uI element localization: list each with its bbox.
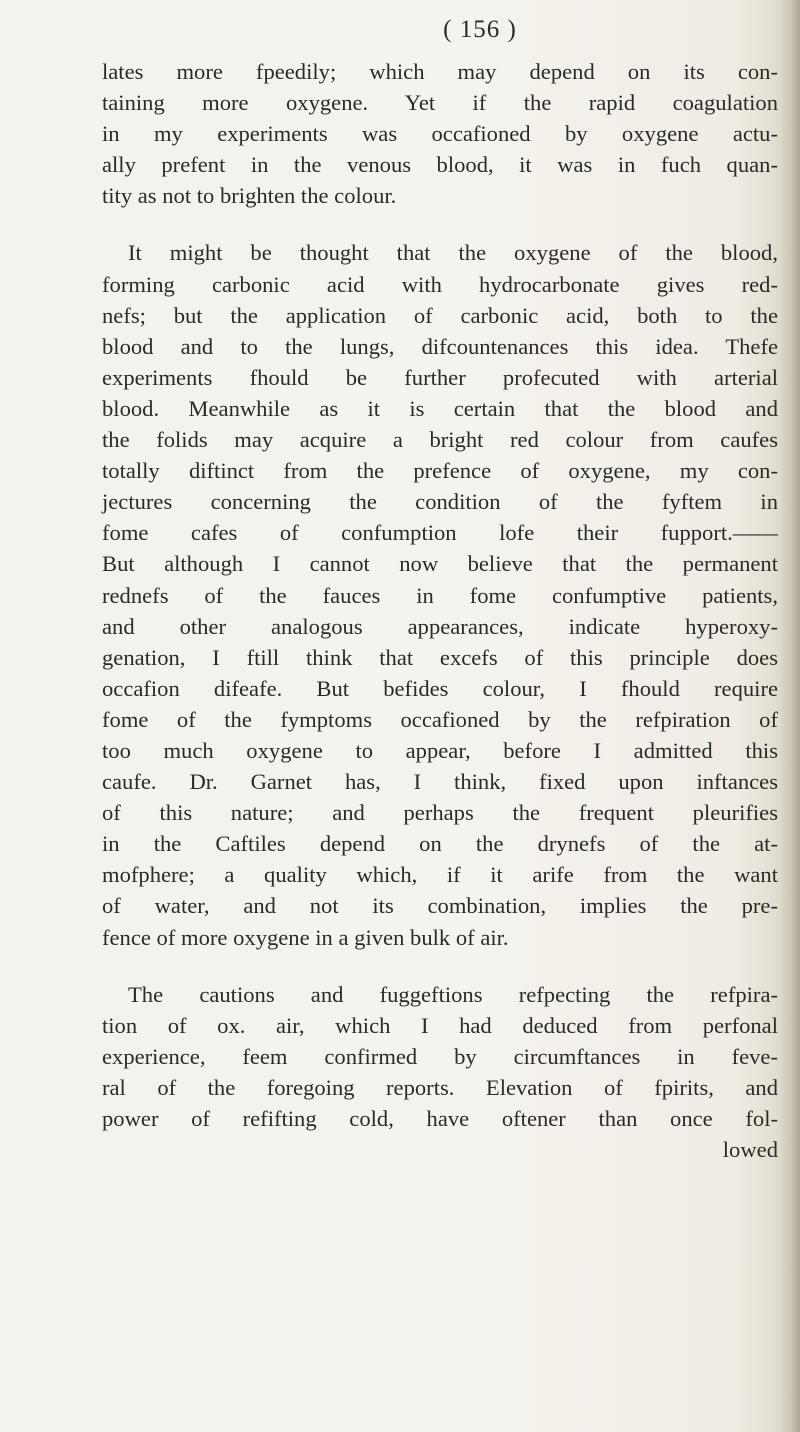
text-line: fome cafes of confumption lofe their fupport.——	[102, 520, 778, 546]
text-line: caufe. Dr. Garnet has, I think, fixed upon inftances	[102, 769, 778, 795]
text-line: fence of more oxygene in a given bulk of air.	[102, 924, 509, 950]
text-line: of this nature; and perhaps the frequent pleurifies	[102, 800, 778, 826]
text-line: genation, I ftill think that excefs of this principle does	[102, 644, 778, 670]
text-line: jectures concerning the condition of the fyftem in	[102, 489, 778, 515]
text-line: fome of the fymptoms occafioned by the refpiration of	[102, 706, 778, 732]
text-line: nefs; but the application of carbonic acid, both to the	[102, 302, 778, 328]
text-line: ral of the foregoing reports. Elevation of fpirits, and	[102, 1074, 778, 1100]
body-text	[102, 56, 778, 1191]
text-line: totally diftinct from the prefence of oxygene, my con-	[102, 458, 778, 484]
text-line: blood. Meanwhile as it is certain that the blood and	[102, 395, 778, 421]
text-line: rednefs of the fauces in fome confumptive patients,	[102, 582, 778, 608]
text-line: forming carbonic acid with hydrocarbonate gives red-	[102, 271, 778, 297]
text-line: experiments fhould be further profecuted with arterial	[102, 364, 778, 390]
text-line: occafion difeafe. But befides colour, I fhould require	[102, 675, 778, 701]
paragraph-3	[102, 979, 778, 1166]
text-line: power of refifting cold, have oftener than once fol-	[102, 1106, 778, 1131]
text-line: ally prefent in the venous blood, it was in fuch quan-	[102, 152, 778, 178]
text-line: blood and to the lungs, difcountenances this idea. Thefe	[102, 333, 778, 359]
text-line: in the Caftiles depend on the drynefs of the at-	[102, 831, 778, 857]
text-line: tion of ox. air, which I had deduced from perfonal	[102, 1012, 778, 1038]
text-line: in my experiments was occafioned by oxygene actu-	[102, 121, 778, 147]
page-number: ( 156 )	[443, 16, 517, 43]
text-line: of water, and not its combination, implies the pre-	[102, 893, 778, 919]
text-line: But although I cannot now believe that the permanent	[102, 551, 778, 577]
text-line: the folids may acquire a bright red colour from caufes	[102, 427, 778, 453]
text-line: lates more fpeedily; which may depend on its con-	[102, 59, 778, 84]
text-line: and other analogous appearances, indicate hyperoxy-	[102, 613, 778, 639]
text-line: It might be thought that the oxygene of the blood,	[128, 240, 778, 266]
text-line: tity as not to brighten the colour.	[102, 183, 397, 209]
page-edge-shadow	[778, 0, 800, 1432]
text-line: too much oxygene to appear, before I admitted this	[102, 737, 778, 763]
text-line: taining more oxygene. Yet if the rapid coagulation	[102, 90, 778, 116]
catchword: lowed	[722, 1137, 778, 1163]
text-line: The cautions and fuggeftions refpecting the refpira-	[128, 981, 778, 1007]
text-line: mofphere; a quality which, if it arife from the want	[102, 862, 778, 888]
paragraph-1	[102, 56, 778, 211]
text-line: experience, feem confirmed by circumftances in feve-	[102, 1043, 778, 1069]
paragraph-2	[102, 237, 778, 952]
